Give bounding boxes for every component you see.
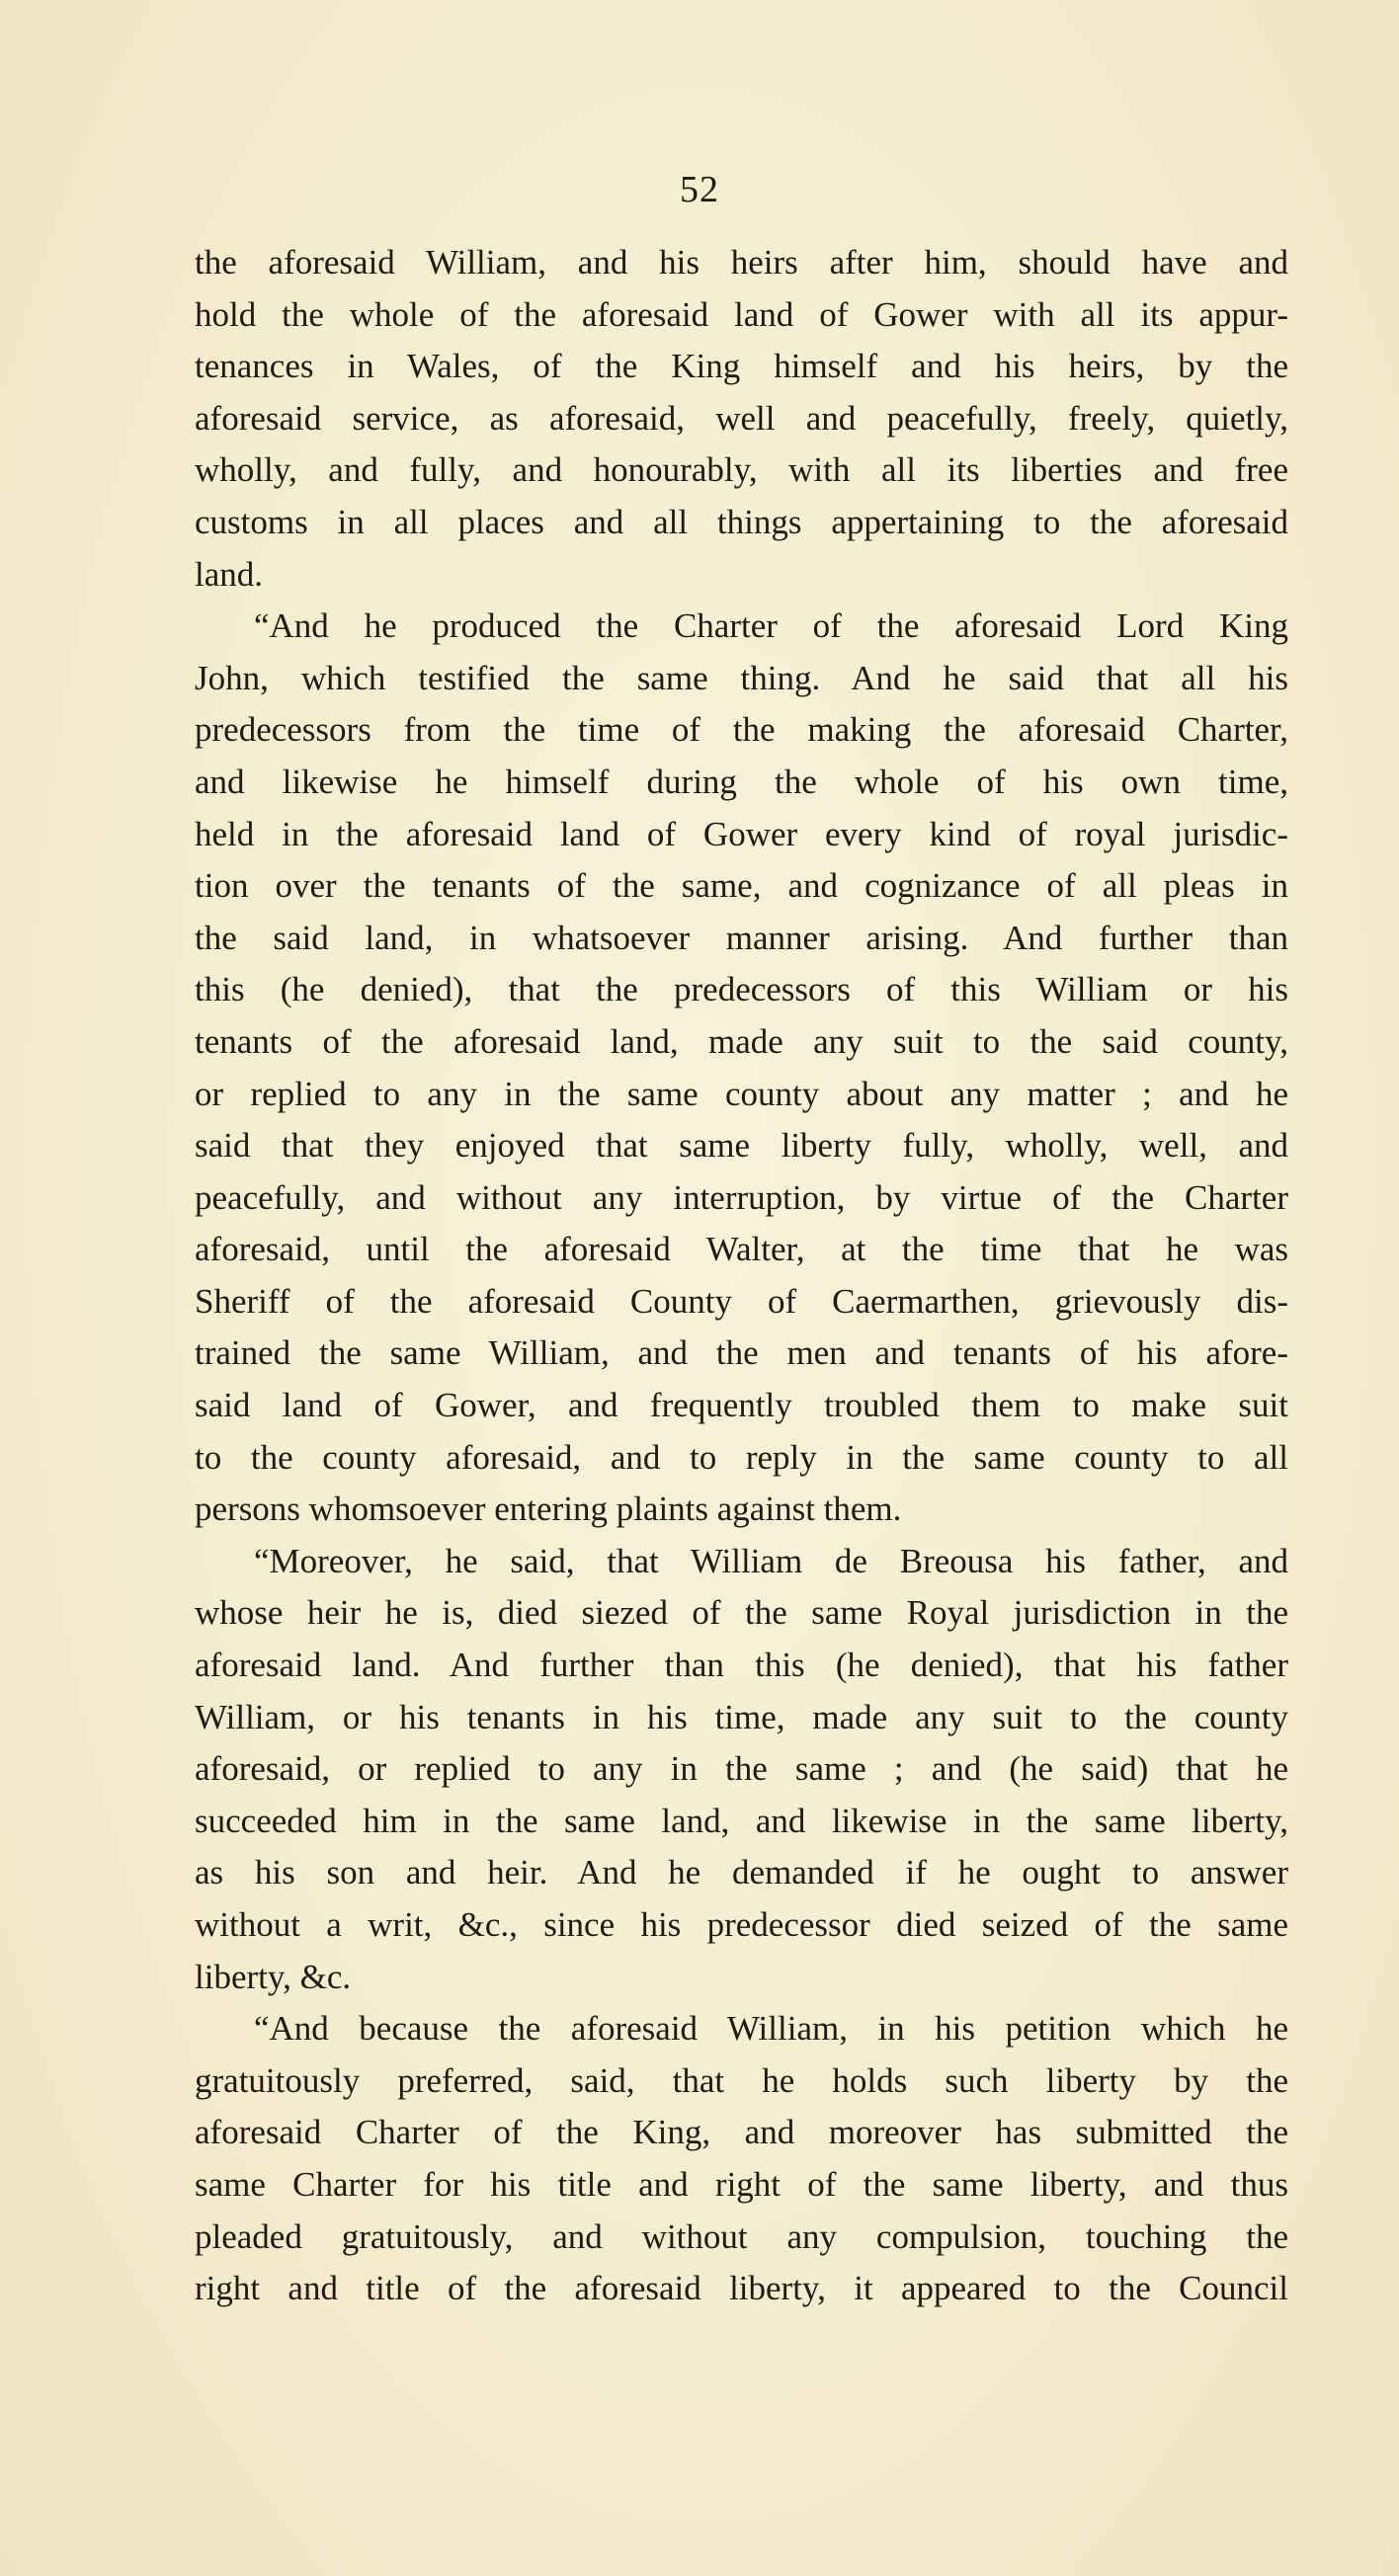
text-line: or replied to any in the same county about any matter ; and he	[195, 1074, 1288, 1113]
text-line: “Moreover, he said, that William de Breousa his father, and	[254, 1541, 1288, 1580]
text-line: predecessors from the time of the making the aforesaid Charter,	[195, 710, 1288, 750]
text-line: trained the same William, and the men and tenants of his afore-	[195, 1333, 1288, 1373]
body-text	[195, 237, 1288, 2315]
text-line: without a writ, &c., since his predecessor died seized of the same	[195, 1905, 1288, 1944]
text-line: “And because the aforesaid William, in his petition which he	[254, 2009, 1288, 2049]
text-line: aforesaid, or replied to any in the same ; and (he said) that he	[195, 1749, 1288, 1789]
text-line: to the county aforesaid, and to reply in the same county to all	[195, 1437, 1288, 1477]
text-line: as his son and heir. And he demanded if he ought to answer	[195, 1853, 1288, 1892]
text-line: right and title of the aforesaid liberty, it appeared to the Council	[195, 2269, 1288, 2308]
text-line: aforesaid Charter of the King, and moreover has submitted the	[195, 2113, 1288, 2152]
text-line: gratuitously preferred, said, that he holds such liberty by the	[195, 2060, 1288, 2100]
text-line: customs in all places and all things appertaining to the aforesaid	[195, 502, 1288, 541]
text-line: tion over the tenants of the same, and cognizance of all pleas in	[195, 866, 1288, 906]
text-line: same Charter for his title and right of the same liberty, and thus	[195, 2164, 1288, 2204]
text-line: wholly, and fully, and honourably, with all its liberties and free	[195, 450, 1288, 490]
text-line: the aforesaid William, and his heirs after him, should have and	[195, 243, 1288, 282]
text-line: said that they enjoyed that same liberty fully, wholly, well, and	[195, 1126, 1288, 1166]
text-line: succeeded him in the same land, and likewise in the same liberty,	[195, 1801, 1288, 1840]
text-line: hold the whole of the aforesaid land of Gower with all its appur-	[195, 294, 1288, 334]
text-line: tenants of the aforesaid land, made any suit to the said county,	[195, 1021, 1288, 1061]
text-line: whose heir he is, died siezed of the same Royal jurisdiction in the	[195, 1593, 1288, 1633]
text-line: aforesaid service, as aforesaid, well and peacefully, freely, quietly,	[195, 398, 1288, 438]
text-line: William, or his tenants in his time, made any suit to the county	[195, 1697, 1288, 1736]
page-number: 52	[680, 169, 719, 210]
text-line: said land of Gower, and frequently troubled them to make suit	[195, 1386, 1288, 1425]
text-line: aforesaid, until the aforesaid Walter, at the time that he was	[195, 1230, 1288, 1269]
text-line: and likewise he himself during the whole of his own time,	[195, 762, 1288, 801]
text-line: the said land, in whatsoever manner arising. And further than	[195, 918, 1288, 957]
text-line: this (he denied), that the predecessors of this William or his	[195, 970, 1288, 1009]
text-line: land.	[195, 554, 264, 594]
text-line: aforesaid land. And further than this (he denied), that his father	[195, 1646, 1288, 1685]
text-line: “And he produced the Charter of the aforesaid Lord King	[254, 606, 1288, 646]
text-line: John, which testified the same thing. And he said that all his	[195, 658, 1288, 697]
text-line: peacefully, and without any interruption, by virtue of the Charter	[195, 1177, 1288, 1217]
text-line: held in the aforesaid land of Gower every kind of royal jurisdic-	[195, 814, 1288, 853]
text-line: pleaded gratuitously, and without any compulsion, touching the	[195, 2216, 1288, 2256]
text-line: tenances in Wales, of the King himself and his heirs, by the	[195, 347, 1288, 386]
text-line: persons whomsoever entering plaints against them.	[195, 1489, 902, 1529]
text-line: liberty, &c.	[195, 1957, 352, 1996]
text-line: Sheriff of the aforesaid County of Caermarthen, grievously dis-	[195, 1281, 1288, 1321]
